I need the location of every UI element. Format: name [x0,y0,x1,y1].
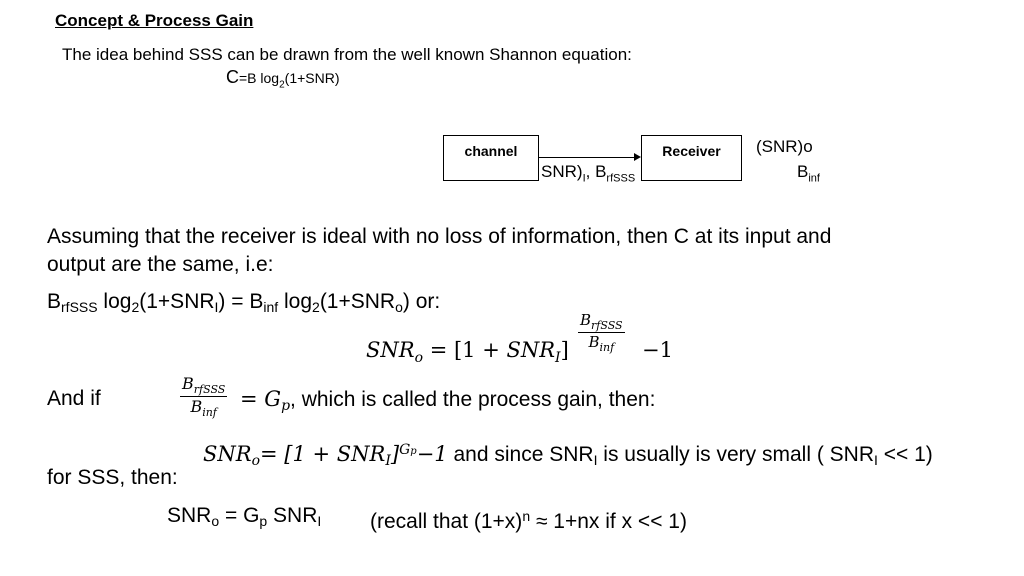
b-in-text: , B [585,162,607,181]
assume-line-2: output are the same, i.e: [47,253,274,276]
recall-note: (recall that $(1+x)^n \approx 1+nx$ if x << 1) [370,508,687,533]
channel-label: channel [464,143,518,159]
output-snr-label: (SNR)o [756,137,813,156]
and-if-label: And if [47,387,101,410]
equation-log-equality: $B_{rfSSS}$ $\log_2(1+SNR_I) = B_{inf}$ $\log_2(1+SNR_o)$ or: [47,290,441,315]
receiver-box [641,135,742,181]
shannon-sub: 2 [279,79,285,91]
intro-text: The idea behind SSS can be drawn from the well known Shannon equation: [62,45,632,64]
minus-one: −1 [642,338,673,362]
final-equation: $SNR_o = G_p$ $SNR_I$ [167,504,322,529]
signal-arrow-line [539,157,634,158]
slide-title: Concept & Process Gain [55,11,254,30]
signal-arrow-head [634,153,641,161]
equation-snr-gp: $SNR_o= [1 + SNR_I]^{Gp}-1$ and since $SNR_I$ is usually is very small ( $SNR_I << 1$) [203,442,933,469]
equation-snr-output: $SNR_o = [1 + SNR_I]$ [366,338,569,367]
b-out-sub: inf [808,172,820,185]
process-gain-fraction: $B_{rfSSS}$ $B_{inf}$ [182,374,226,420]
b-in-sub: rfSSS [606,172,636,185]
for-sss-text: for SSS, then: [47,466,178,489]
shannon-tail: (1+SNR) [284,70,340,86]
shannon-equation [226,67,340,91]
input-snr-label [541,162,635,184]
receiver-label: Receiver [662,143,721,159]
channel-box [443,135,539,181]
assume-line-1: Assuming that the receiver is ideal with no loss of information, then C at its input and [47,225,832,248]
snr-in-text: SNR) [541,162,583,181]
snr-in-sub: I [582,172,586,185]
process-gain-definition: = $G_p$, which is called the process gain, then: [240,387,656,414]
exponent-fraction: $B_{rfSSS}$ $B_{inf}$ [580,311,623,354]
shannon-rest: =B log [239,70,280,86]
b-out-text: B [797,162,809,181]
output-b-label [797,162,820,184]
shannon-c: C [226,67,239,87]
